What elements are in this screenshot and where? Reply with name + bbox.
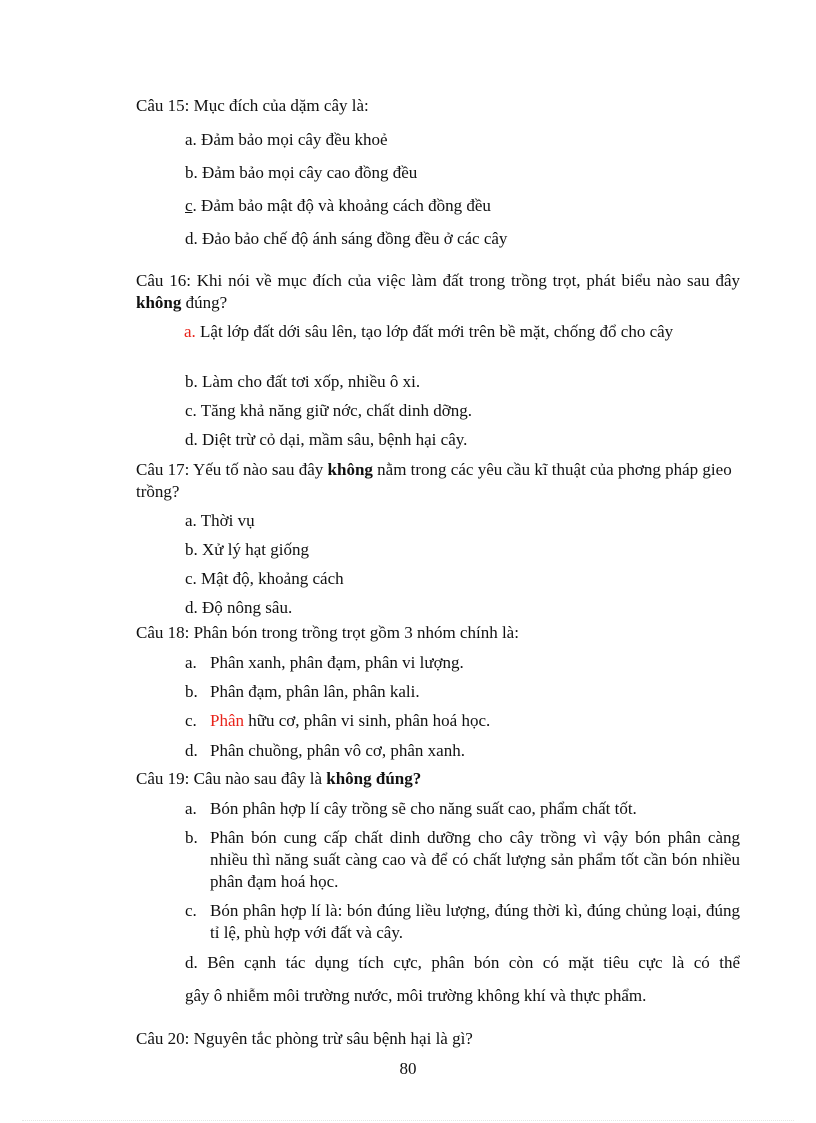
- question-15-option-c: [185, 195, 740, 217]
- question-15-option-d: d. Đảo bảo chế độ ánh sáng đồng đều ở các cây: [185, 229, 508, 248]
- option-label: a.: [185, 653, 197, 672]
- stem-emphasis: không: [136, 293, 182, 312]
- question-16-stem: [136, 270, 740, 314]
- question-16-option-a: [136, 321, 740, 343]
- option-label: c.: [185, 901, 197, 920]
- question-16-option-c: c. Tăng khả năng giữ nớc, chất dinh dỡng.: [185, 401, 473, 420]
- question-16-option-d: d. Diệt trừ cỏ dại, mầm sâu, bệnh hại cây.: [185, 430, 468, 449]
- question-16-option-b: b. Làm cho đất tơi xốp, nhiều ô xi.: [185, 372, 421, 391]
- stem-text-end: nằm trong các yêu cầu kĩ thuật của phơng pháp gieo trồng?: [136, 460, 732, 501]
- question-17-option-a: a. Thời vụ: [185, 511, 255, 530]
- stem-text: Câu 17: Yếu tố nào sau đây: [136, 460, 328, 479]
- stem-emphasis: không: [327, 460, 373, 479]
- option-text: hữu cơ, phân vi sinh, phân hoá học.: [244, 711, 491, 730]
- question-17-stem: [136, 459, 740, 503]
- option-a-letter: a.: [184, 322, 196, 341]
- question-19-option-d-line2: gây ô nhiễm môi trường nước, môi trường không khí và thực phẩm.: [185, 986, 647, 1005]
- page-number: 80: [399, 1059, 417, 1078]
- question-15-option-b: b. Đảm bảo mọi cây cao đồng đều: [185, 163, 418, 182]
- question-19-option-d-line1: d. Bên cạnh tác dụng tích cực, phân bón còn có mặt tiêu cực là có thể: [185, 953, 740, 972]
- option-text: Phân chuồng, phân vô cơ, phân xanh.: [210, 741, 465, 760]
- question-19-stem: [136, 768, 740, 790]
- option-label: a.: [185, 799, 197, 818]
- stem-emphasis: không đúng?: [326, 769, 422, 788]
- option-c-text: . Đảm bảo mật độ và khoảng cách đồng đều: [192, 196, 491, 215]
- option-a-text: Lật lớp đất dới sâu lên, tạo lớp đất mới trên bề mặt, chống đổ cho cây: [195, 322, 674, 341]
- question-17-option-b: b. Xử lý hạt giống: [185, 540, 309, 559]
- stem-text: Câu 19: Câu nào sau đây là: [136, 769, 327, 788]
- option-text: Phân xanh, phân đạm, phân vi lượng.: [210, 653, 464, 672]
- option-text: Bón phân hợp lí là: bón đúng liều lượng, đúng thời kì, đúng chủng loại, đúng tỉ lệ, phù hợp với đất và cây.: [210, 901, 740, 942]
- option-text: Bón phân hợp lí cây trồng sẽ cho năng suất cao, phẩm chất tốt.: [210, 799, 637, 818]
- question-17-option-c: c. Mật độ, khoảng cách: [185, 569, 344, 588]
- footer-divider: [22, 1120, 794, 1121]
- question-15-stem: Câu 15: Mục đích của dặm cây là:: [136, 96, 369, 115]
- option-label: d.: [185, 741, 198, 760]
- question-17-option-d: d. Độ nông sâu.: [185, 598, 293, 617]
- stem-text: Câu 16: Khi nói về mục đích của việc làm đất trong trồng trọt, phát biểu nào sau đây: [136, 271, 740, 290]
- option-text: Phân bón cung cấp chất dinh dưỡng cho cây trồng vì vậy bón phân càng nhiều thì năng suất càng cao và để có chất lượng sản phẩm tốt cần bón nhiều phân đạm hoá học.: [210, 828, 740, 891]
- question-19-option-c: [185, 900, 740, 944]
- question-15-option-a: a. Đảm bảo mọi cây đều khoẻ: [185, 130, 388, 149]
- option-label: b.: [185, 682, 198, 701]
- question-18-stem: Câu 18: Phân bón trong trồng trọt gồm 3 nhóm chính là:: [136, 623, 519, 642]
- question-18-option-d: [185, 740, 740, 762]
- question-18-option-c: [185, 710, 740, 732]
- question-20-stem: Câu 20: Nguyên tắc phòng trừ sâu bệnh hại là gì?: [136, 1029, 473, 1048]
- question-19-option-a: [185, 798, 740, 820]
- question-18-option-b: [185, 681, 740, 703]
- question-19-option-b: [185, 827, 740, 893]
- option-text: Phân đạm, phân lân, phân kali.: [210, 682, 420, 701]
- question-18-option-a: [185, 652, 740, 674]
- stem-text-end: đúng?: [181, 293, 228, 312]
- option-label: c.: [185, 711, 197, 730]
- option-text-highlight: Phân: [210, 711, 244, 730]
- option-label: b.: [185, 828, 198, 847]
- option-c-letter: c: [185, 196, 193, 215]
